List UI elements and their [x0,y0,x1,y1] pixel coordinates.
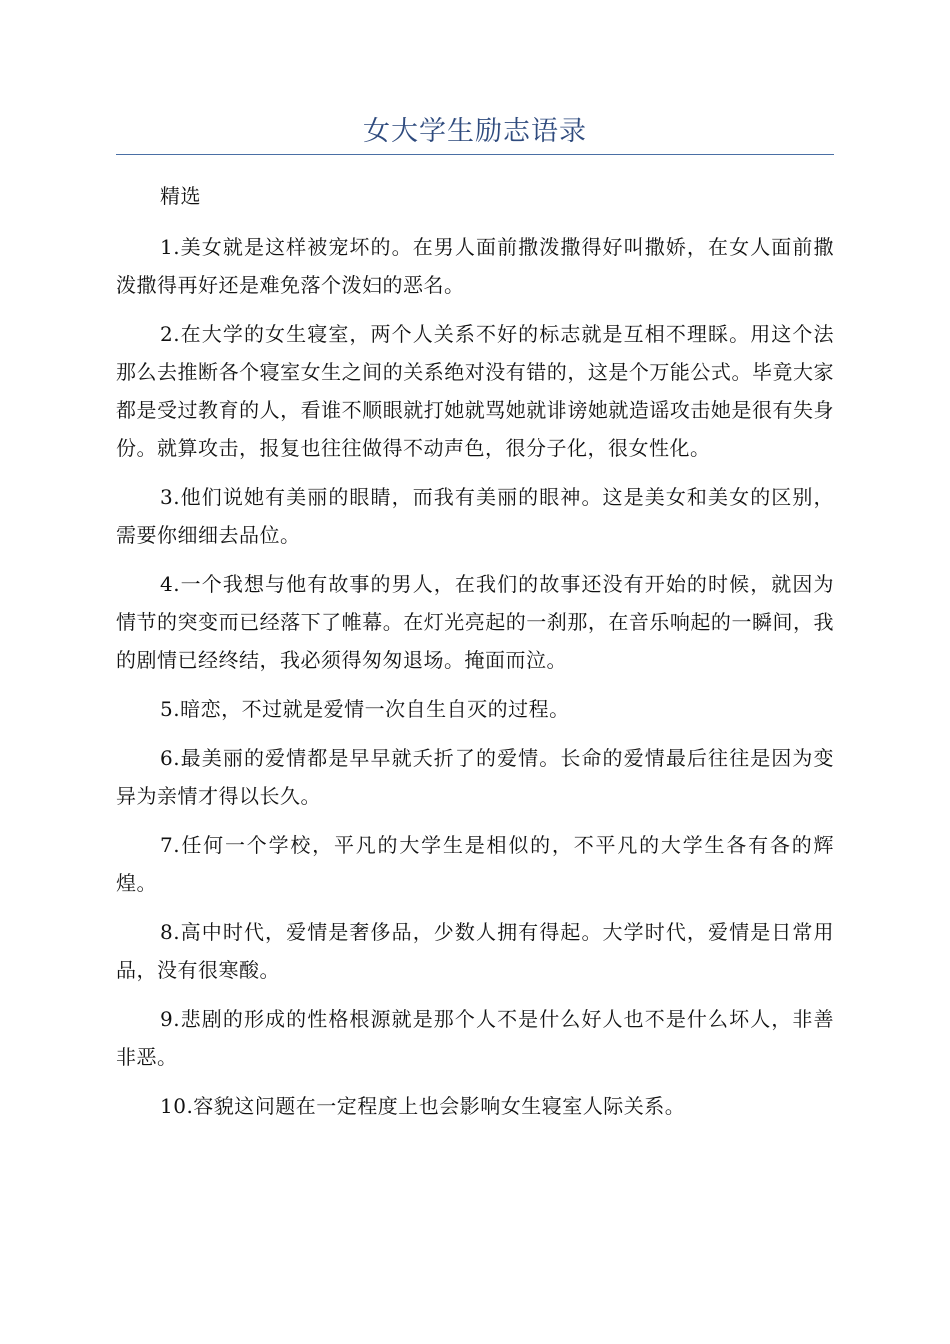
quote-paragraph-3: 3.他们说她有美丽的眼睛，而我有美丽的眼神。这是美女和美女的区别，需要你细细去品位。 [116,485,834,547]
quote-paragraph-5: 5.暗恋，不过就是爱情一次自生自灭的过程。 [160,697,570,721]
document-body [116,177,834,1125]
document-page [116,0,834,1136]
quote-paragraph-4: 4.一个我想与他有故事的男人，在我们的故事还没有开始的时候，就因为情节的突变而已经落下了帷幕。在灯光亮起的一刹那，在音乐响起的一瞬间，我的剧情已经终结，我必须得匆匆退场。掩面而泣。 [116,572,834,672]
quote-paragraph-2: 2.在大学的女生寝室，两个人关系不好的标志就是互相不理睬。用这个法那么去推断各个寝室女生之间的关系绝对没有错的，这是个万能公式。毕竟大家都是受过教育的人，看谁不顺眼就打她就骂她就诽谤她就造谣攻击她是很有失身份。就算攻击，报复也往往做得不动声色，很分子化，很女性化。 [116,322,834,460]
quote-paragraph-1: 1.美女就是这样被宠坏的。在男人面前撒泼撒得好叫撒娇，在女人面前撒泼撒得再好还是难免落个泼妇的恶名。 [116,235,834,297]
quote-paragraph-9: 9.悲剧的形成的性格根源就是那个人不是什么好人也不是什么坏人，非善非恶。 [116,1007,834,1069]
quote-paragraph-10: 10.容貌这问题在一定程度上也会影响女生寝室人际关系。 [160,1094,686,1118]
quote-paragraph-8: 8.高中时代，爱情是奢侈品，少数人拥有得起。大学时代，爱情是日常用品，没有很寒酸。 [116,920,834,982]
quote-paragraph-7: 7.任何一个学校，平凡的大学生是相似的，不平凡的大学生各有各的辉煌。 [116,833,834,895]
quote-paragraph-6: 6.最美丽的爱情都是早早就夭折了的爱情。长命的爱情最后往往是因为变异为亲情才得以长久。 [116,746,834,808]
title-underline [116,154,834,155]
intro-paragraph: 精选 [160,184,201,208]
document-title: 女大学生励志语录 [363,116,587,147]
